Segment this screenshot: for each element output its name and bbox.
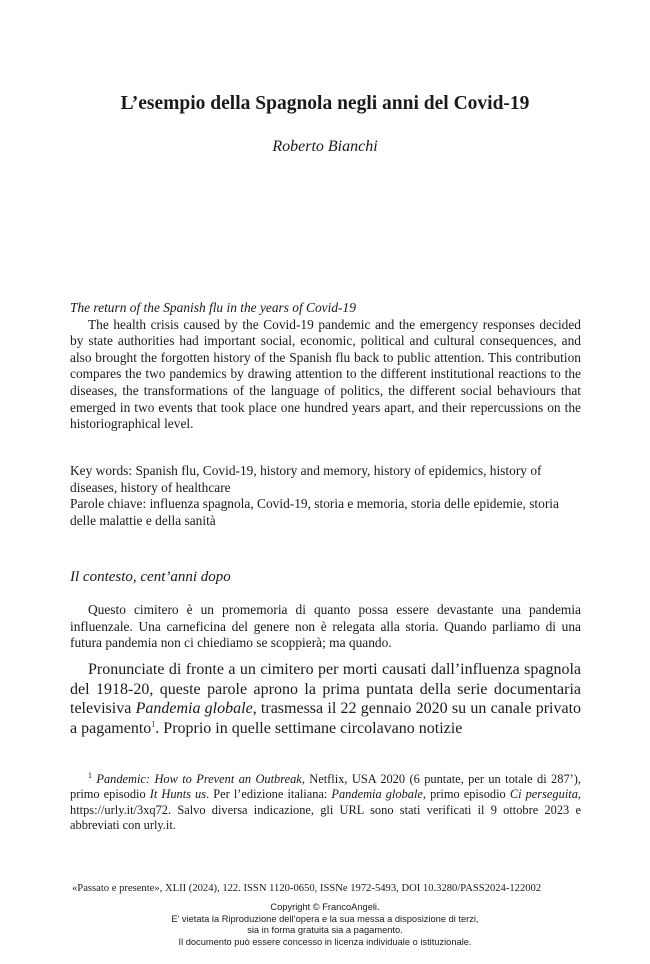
body-text bbox=[70, 660, 581, 738]
body-paragraph bbox=[70, 660, 581, 738]
copyright-line-1: Copyright © FrancoAngeli. bbox=[270, 902, 380, 912]
footnote-reference[interactable]: 1 bbox=[151, 719, 156, 729]
abstract-title: The return of the Spanish flu in the years of Covid-19 bbox=[70, 300, 356, 315]
article-author: Roberto Bianchi bbox=[272, 138, 378, 155]
body-text-part1: Pronunciate di fronte a un cimitero per morti causati dall’influenza spagnola del 1918-20, queste parole aprono la prima puntata della serie documentaria televisiva bbox=[70, 661, 581, 718]
footnote-text4: , https://urly.it/3xq72. Salvo diversa indicazione, gli URL sono stati verificati il 9 ottobre 2023 e abbreviati con urly.it. bbox=[70, 787, 582, 833]
body-text-part3: . Proprio in quelle settimane circolavano notizie bbox=[155, 719, 463, 737]
footnote-text3: , primo episodio bbox=[422, 787, 510, 802]
keywords-italian: Parole chiave: influenza spagnola, Covid-19, storia e memoria, storia delle epidemie, storia delle malattie e della sanità bbox=[70, 496, 559, 528]
footnote bbox=[70, 772, 581, 834]
copyright-line-2: E’ vietata la Riproduzione dell’opera e la sua messa a disposizione di terzi, bbox=[171, 913, 479, 924]
footnote-italian-title: Pandemia globale bbox=[331, 787, 423, 802]
epigraph-text: Questo cimitero è un promemoria di quanto possa essere devastante una pandemia influenzale. Una carneficina del genere non è relegata alla storia. Quando parliamo di una futura pandemia non ci chiediamo se scoppierà; ma quando. bbox=[70, 602, 581, 651]
abstract-text: The health crisis caused by the Covid-19 pandemic and the emergency responses decided by state authorities had important social, economic, political and cultural consequences, and also brought the forgotten history of the Spanish flu back to public attention. This contribution compares the two pandemics by drawing attention to the different institutional reactions to the diseases, the transformations of the language of politics, the different social behaviours that emerged in two events that took place one hundred years apart, and their repercussions on the historiographical level. bbox=[70, 316, 581, 432]
copyright-notice bbox=[0, 902, 650, 948]
footnote-text1: , Netflix, USA 2020 (6 puntate, per un totale di 287’), primo episodio bbox=[70, 772, 581, 802]
footnote-original-title: Pandemic: How to Prevent an Outbreak bbox=[96, 772, 302, 786]
footnote-number: 1 bbox=[88, 770, 92, 780]
keywords bbox=[70, 463, 581, 529]
footnote-italian-episode: Ci perseguita bbox=[509, 787, 578, 802]
journal-citation: «Passato e presente», XLII (2024), 122. ISSN 1120-0650, ISSNe 1972-5493, DOI 10.3280/PASS2024-122002 bbox=[72, 883, 542, 894]
copyright-line-3: sia in forma gratuita sia a pagamento. bbox=[247, 925, 403, 935]
section-title: Il contesto, cent’anni dopo bbox=[70, 569, 231, 585]
copyright-line-4: Il documento può essere concesso in licenza individuale o istituzionale. bbox=[178, 936, 472, 947]
abstract bbox=[70, 300, 581, 433]
epigraph bbox=[70, 602, 581, 652]
keywords-english: Key words: Spanish flu, Covid-19, history and memory, history of epidemics, history of diseases, history of healthcare bbox=[70, 463, 542, 495]
footnote-first-episode: It Hunts us bbox=[149, 787, 207, 802]
series-title: Pandemia globale bbox=[135, 700, 253, 718]
article-title: L’esempio della Spagnola negli anni del Covid-19 bbox=[120, 93, 530, 114]
body-text-part2: , trasmessa il 22 gennaio 2020 su un canale privato a pagamento bbox=[70, 700, 582, 737]
footnote-text2: . Per l’edizione italiana: bbox=[206, 787, 332, 802]
footnote-text bbox=[70, 772, 581, 834]
